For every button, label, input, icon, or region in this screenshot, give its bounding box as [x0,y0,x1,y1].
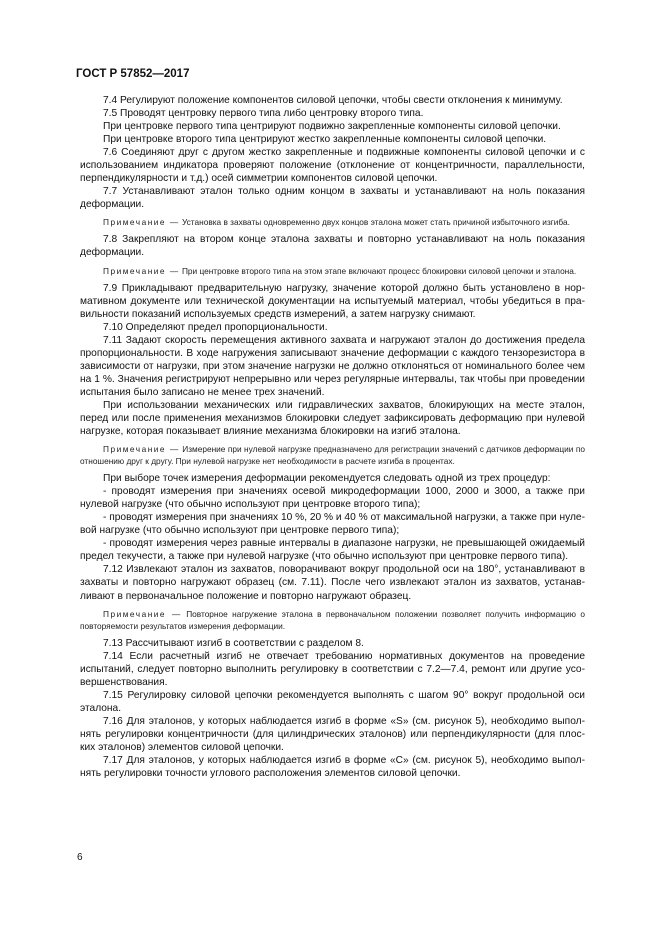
list-item-2: - проводят измерения при значениях 10 %, 20 % и 40 % от максимальной нагрузки, а также при нулевой нагрузке (что обычно используют при центровке первого типа); [80,512,585,537]
note-label: Примечание — [103,265,180,276]
page-body [80,94,585,780]
note-label: Примечание — [103,444,180,455]
paragraph-7-10: 7.10 Определяют предел пропорциональности. [103,321,328,333]
paragraph-7-17: 7.17 Для эталонов, у которых наблюдается изгиб в форме «С» (см. рисунок 5), необходимо выполнять регулировки точности углового расположения элементов силовой цепочки. [80,754,585,780]
paragraph-7-13: 7.13 Рассчитывают изгиб в соответствии с разделом 8. [103,637,364,649]
note-2 [80,265,585,277]
paragraph-7-9: 7.9 Прикладывают предварительную нагрузку, значение которой должно быть установлено в нормативном документе или технической документации на испытуемый материал, чтобы убедиться в правильности показаний используемых средств измерений, а затем нагрузку снимают. [80,282,585,320]
paragraph-grips: При использовании механических или гидравлических захватов, блокирующих на месте эталон, перед или после применения механизмов блокировки следует зафиксировать деформацию при нулевой нагрузке, которая показывает влияние механизма блокировки на изгиб эталона. [80,399,585,438]
note-text: Повторное нагружение эталона в первоначальном положении позволяет получить информацию о повторяемости результатов измерения деформации. [80,608,585,631]
note-text: Установка в захваты одновременно двух концов эталона может стать причиной избыточного изгиба. [181,217,570,228]
note-1 [80,216,585,228]
note-4 [80,608,585,632]
paragraph-7-4: 7.4 Регулируют положение компонентов силовой цепочки, чтобы свести отклонения к минимуму. [103,95,563,106]
note-label: Примечание — [103,217,180,228]
paragraph-7-14: 7.14 Если расчетный изгиб не отвечает требованию нормативных документов на проведение испытаний, следует повторно выполнить регулировку в соответствии с 7.2—7.4, ремонт или другие усовершенствования. [80,650,585,688]
paragraph-centering-type-1: При центровке первого типа центрируют подвижно закрепленные компоненты силовой цепочки. [103,121,561,133]
paragraph-7-6: 7.6 Соединяют друг с другом жестко закрепленные и подвижные компоненты силовой цепочки и с использованием индикатора проверяют положение (отклонение от концентричности, параллельности, перпендикулярности и т.д.) осей симметрии компонентов силовой цепочки. [80,147,585,185]
paragraph-7-11: 7.11 Задают скорость перемещения активного захвата и нагружают эталон до достижения предела пропорциональности. В ходе нагружения записывают значение деформации с каждого тензорезистора в зависимости от нагрузки, при этом значение нагрузки не должно отклоняться от номинального более чем на 1 %. Значения регистрируют непрерывно или через регулярные интервалы, так чтобы при проведении испытания было записано не менее трех значений. [80,334,585,398]
paragraph-7-7: 7.7 Устанавливают эталон только одним концом в захваты и устанавливают на ноль показания деформации. [80,186,585,211]
document-header: ГОСТ Р 57852—2017 [76,68,190,80]
note-text: Измерение при нулевой нагрузке предназначено для регистрации значений с датчиков деформации по отношению друг к другу. При нулевой нагрузке нет необходимости в расчете изгиба в процентах. [80,444,585,467]
list-item-1: - проводят измерения при значениях осевой микродеформации 1000, 2000 и 3000, а также при нулевой нагрузке (что обычно используют при центровке второго типа); [80,486,585,511]
paragraph-7-15: 7.15 Регулировку силовой цепочки рекомендуется выполнять с шагом 90° вокруг продольной оси эталона. [80,689,585,714]
paragraph-procedures: При выборе точек измерения деформации рекомендуется следовать одной из трех процедур: [103,473,551,485]
paragraph-7-12: 7.12 Извлекают эталон из захватов, поворачивают вокруг продольной оси на 180°, устанавливают в захваты и повторно нагружают образец (см. 7.11). После чего извлекают эталон из захватов, устанавливают в первоначальное положение и повторно нагружают образец. [80,564,585,602]
list-item-3: - проводят измерения через равные интервалы в диапазоне нагрузки, не превышающей ожидаемый предел текучести, а также при нулевой нагрузке (что обычно используют при центровке первого типа). [80,538,585,563]
paragraph-7-5: 7.5 Проводят центровку первого типа либо центровку второго типа. [103,108,424,120]
note-3 [80,443,585,467]
note-label: Примечание — [103,608,182,619]
paragraph-7-8: 7.8 Закрепляют на втором конце эталона захваты и повторно устанавливают на ноль показания деформации. [80,234,585,259]
paragraph-centering-type-2: При центровке второго типа центрируют жестко закрепленные компоненты силовой цепочки. [103,134,547,146]
page-number: 6 [77,852,83,863]
note-text: При центровке второго типа на этом этапе включают процесс блокировки силовой цепочки и эталона. [181,265,577,276]
paragraph-7-16: 7.16 Для эталонов, у которых наблюдается изгиб в форме «S» (см. рисунок 5), необходимо выполнять регулировки концентричности (для цилиндрических эталонов) или перпендикулярности (для плоских эталонов) элементов силовой цепочки. [80,715,585,753]
